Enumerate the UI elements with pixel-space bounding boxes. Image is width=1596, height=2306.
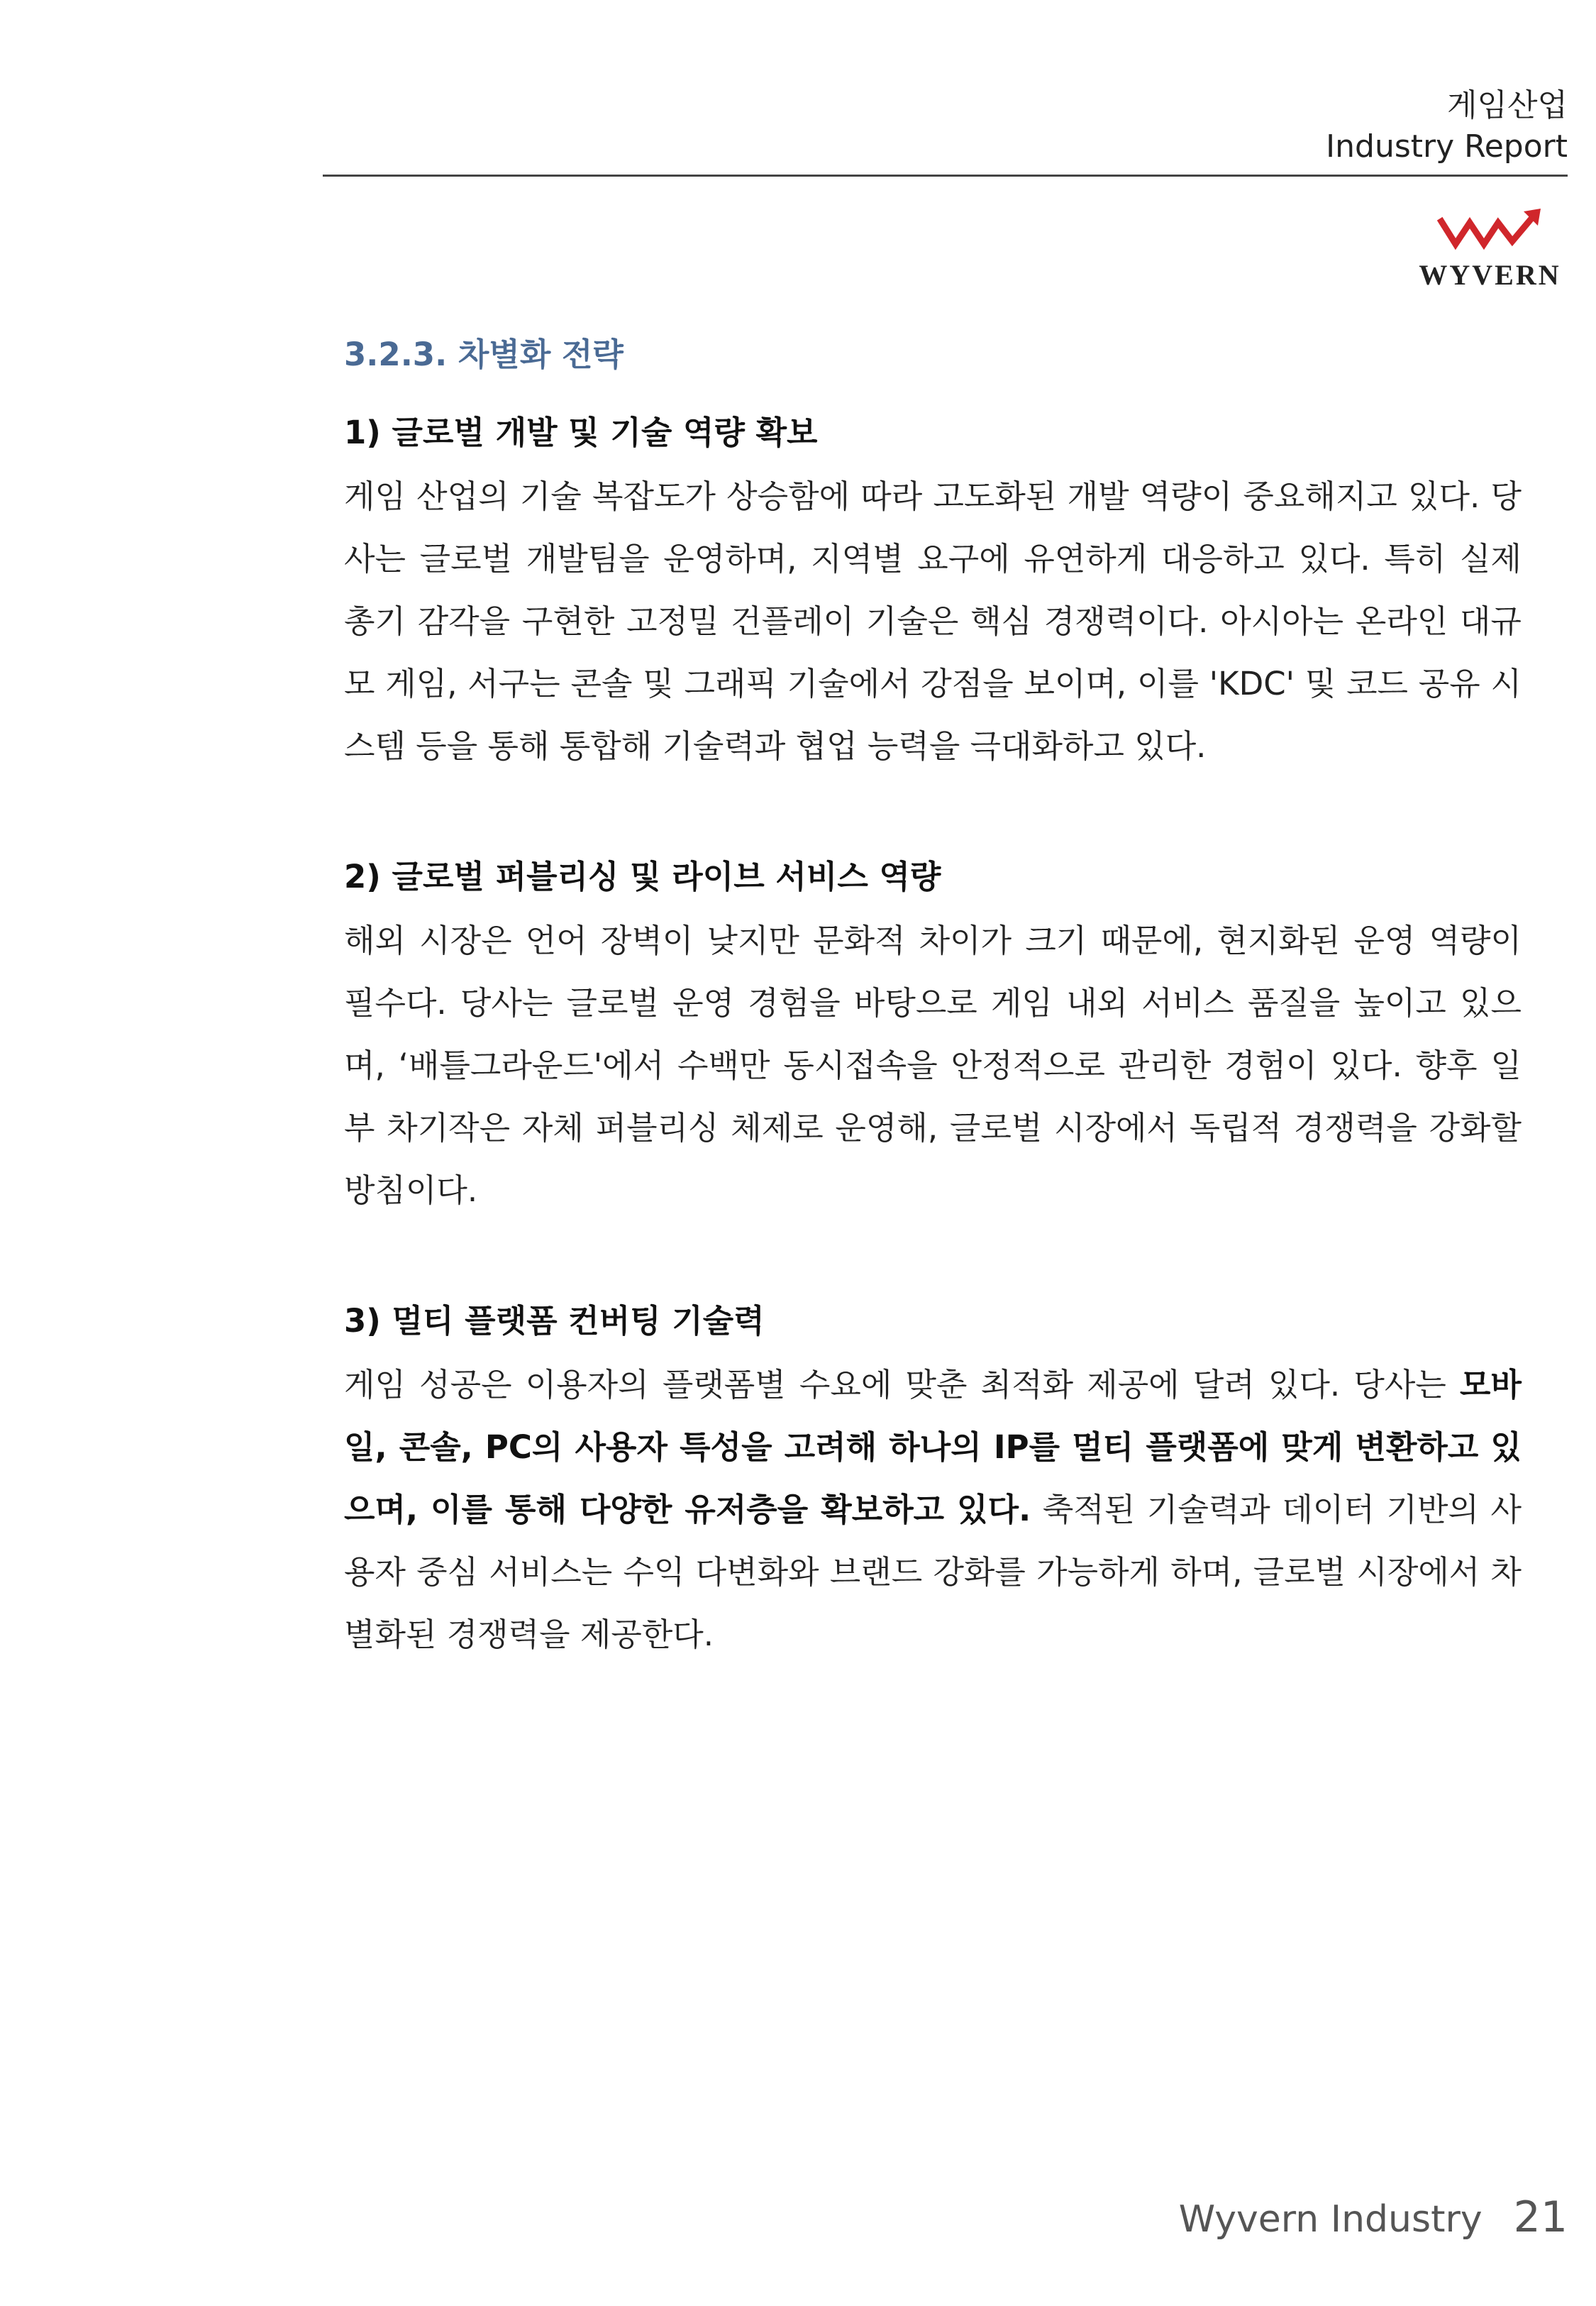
body-text: 축적된 기술력과 데이터 기반의 사용자 중심 서비스는 수익 다변화와 브랜드 강화를 가능하게 하며, 글로벌 시장에서 차별화된 경쟁력을 제공한다. (344, 1491, 1522, 1653)
page-footer (1179, 2192, 1568, 2242)
subsection-1 (344, 412, 1522, 778)
report-header (1326, 85, 1568, 167)
header-title-english: Industry Report (1326, 128, 1568, 165)
subsection-3 (344, 1300, 1522, 1666)
subsection-body: 게임 산업의 기술 복잡도가 상승함에 따라 고도화된 개발 역량이 중요해지고 있다. 당사는 글로벌 개발팀을 운영하며, 지역별 요구에 유연하게 대응하고 있다. 특히 실제 총기 감각을 구현한 고정밀 건플레이 기술은 핵심 경쟁력이다. 아시아는 온라인 대규모 게임, 서구는 콘솔 및 그래픽 기술에서 강점을 보이며, 이를 'KDC' 및 코드 공유 시스템 등을 통해 통합해 기술력과 협업 능력을 극대화하고 있다. (344, 478, 1522, 765)
body-emphasis: 모바일, 콘솔, PC의 사용자 특성을 고려해 하나의 IP를 멀티 플랫폼에 맞게 변환하고 있으며, 이를 통해 다양한 유저층을 확보하고 있다. (344, 1366, 1522, 1528)
subsection-heading: 1) 글로벌 개발 및 기술 역량 확보 (344, 414, 818, 451)
subsection-heading: 2) 글로벌 퍼블리싱 및 라이브 서비스 역량 (344, 858, 941, 895)
footer-brand: Wyvern Industry (1178, 2198, 1483, 2241)
body-text: 게임 성공은 이용자의 플랫폼별 수요에 맞춘 최적화 제공에 달려 있다. 당사는 (344, 1366, 1461, 1403)
main-content (344, 333, 1522, 1744)
section-title: 3.2.3. 차별화 전략 (344, 336, 624, 373)
subsection-heading: 3) 멀티 플랫폼 컨버팅 기술력 (344, 1302, 765, 1340)
subsection-body: 해외 시장은 언어 장벽이 낮지만 문화적 차이가 크기 때문에, 현지화된 운영 역량이 필수다. 당사는 글로벌 운영 경험을 바탕으로 게임 내외 서비스 품질을 높이고 있으며, ‘배틀그라운드'에서 수백만 동시접속을 안정적으로 관리한 경험이 있다. 향후 일부 차기작은 자체 퍼블리싱 체제로 운영해, 글로벌 시장에서 독립적 경쟁력을 강화할 방침이다. (344, 922, 1522, 1209)
subsection-2 (344, 856, 1522, 1222)
header-title-korean: 게임산업 (1446, 87, 1568, 123)
header-divider (323, 175, 1568, 177)
subsection-body (344, 1354, 1522, 1666)
wyvern-logo (1414, 207, 1566, 292)
logo-wordmark: WYVERN (1419, 259, 1561, 291)
wyvern-logo-zigzag-arrow-icon (1437, 207, 1544, 257)
page-number: 21 (1513, 2192, 1568, 2242)
